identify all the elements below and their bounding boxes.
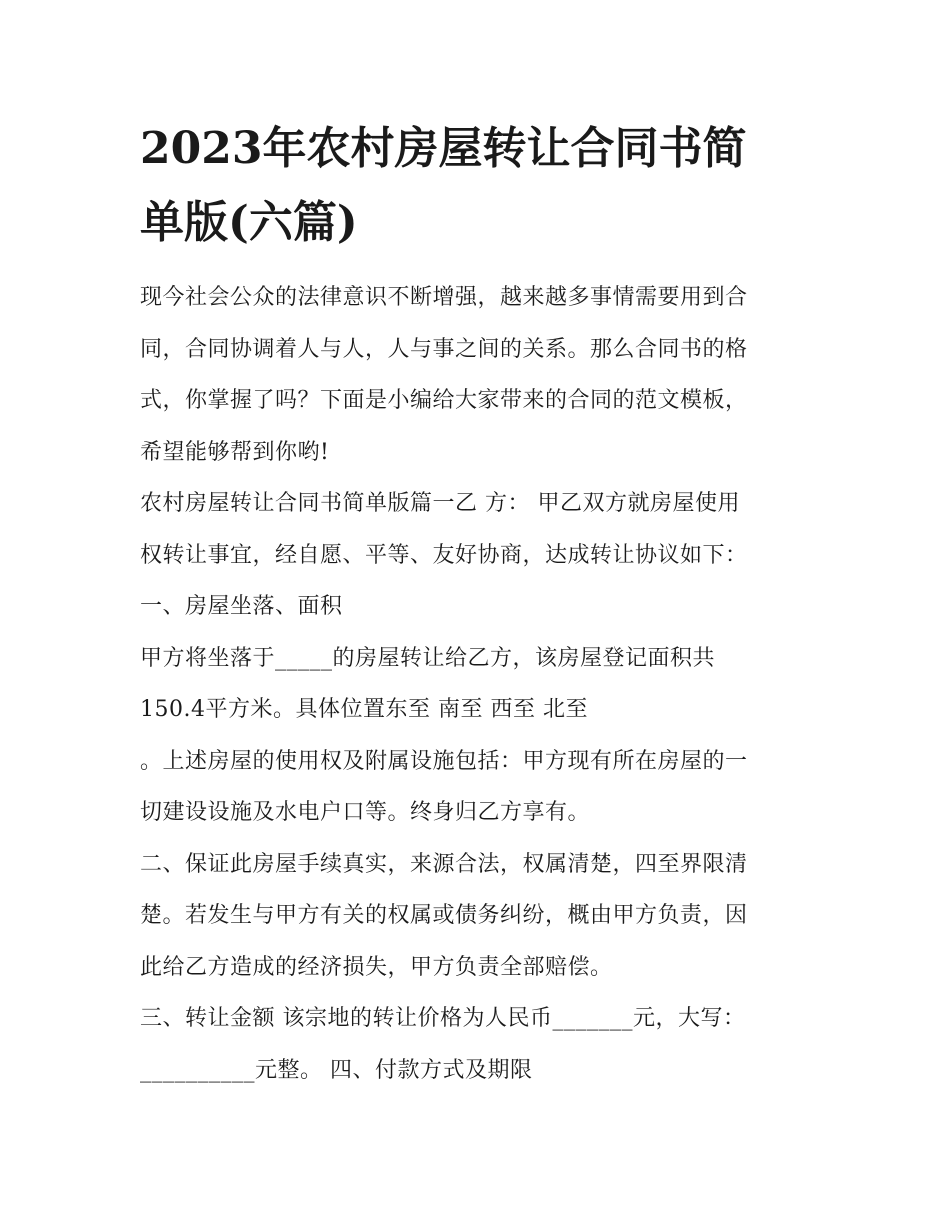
body-line: 同，合同协调着人与人，人与事之间的关系。那么合同书的格: [140, 336, 748, 362]
body-line: 150.4平方米。具体位置东至 南至 西至 北至: [140, 697, 588, 722]
body-line: 希望能够帮到你哟!: [140, 439, 330, 465]
body-line: 甲方将坐落于_____的房屋转让给乙方，该房屋登记面积共: [140, 645, 716, 671]
body-line: 切建设设施及水电户口等。终身归乙方享有。: [140, 800, 591, 825]
section-heading-2: 二、保证此房屋手续真实，来源合法，权属清楚，四至界限清: [140, 851, 748, 877]
section-heading-3: 三、转让金额 该宗地的转让价格为人民币_______元，大写：: [140, 1006, 746, 1031]
document-body: [140, 272, 815, 1096]
document-title: [140, 112, 815, 260]
body-line: __________元整。 四、付款方式及期限: [140, 1057, 533, 1083]
body-line: 农村房屋转让合同书简单版篇一乙 方： 甲乙双方就房屋使用: [140, 491, 740, 516]
body-line: 。上述房屋的使用权及附属设施包括：甲方现有所在房屋的一: [140, 748, 748, 774]
body-line: 现今社会公众的法律意识不断增强，越来越多事情需要用到合: [140, 285, 748, 310]
title-line-1: 2023年农村房屋转让合同书简: [140, 123, 747, 174]
body-line: 楚。若发生与甲方有关的权属或债务纠纷，概由甲方负责，因: [140, 903, 748, 928]
document-page: [140, 112, 815, 1096]
body-line: 式，你掌握了吗？下面是小编给大家带来的合同的范文模板，: [140, 388, 748, 413]
body-line: 权转让事宜，经自愿、平等、友好协商，达成转让协议如下：: [140, 542, 748, 568]
title-line-2: 单版(六篇): [140, 197, 358, 248]
section-heading-1: 一、房屋坐落、面积: [140, 594, 343, 619]
body-line: 此给乙方造成的经济损失，甲方负责全部赔偿。: [140, 954, 613, 980]
